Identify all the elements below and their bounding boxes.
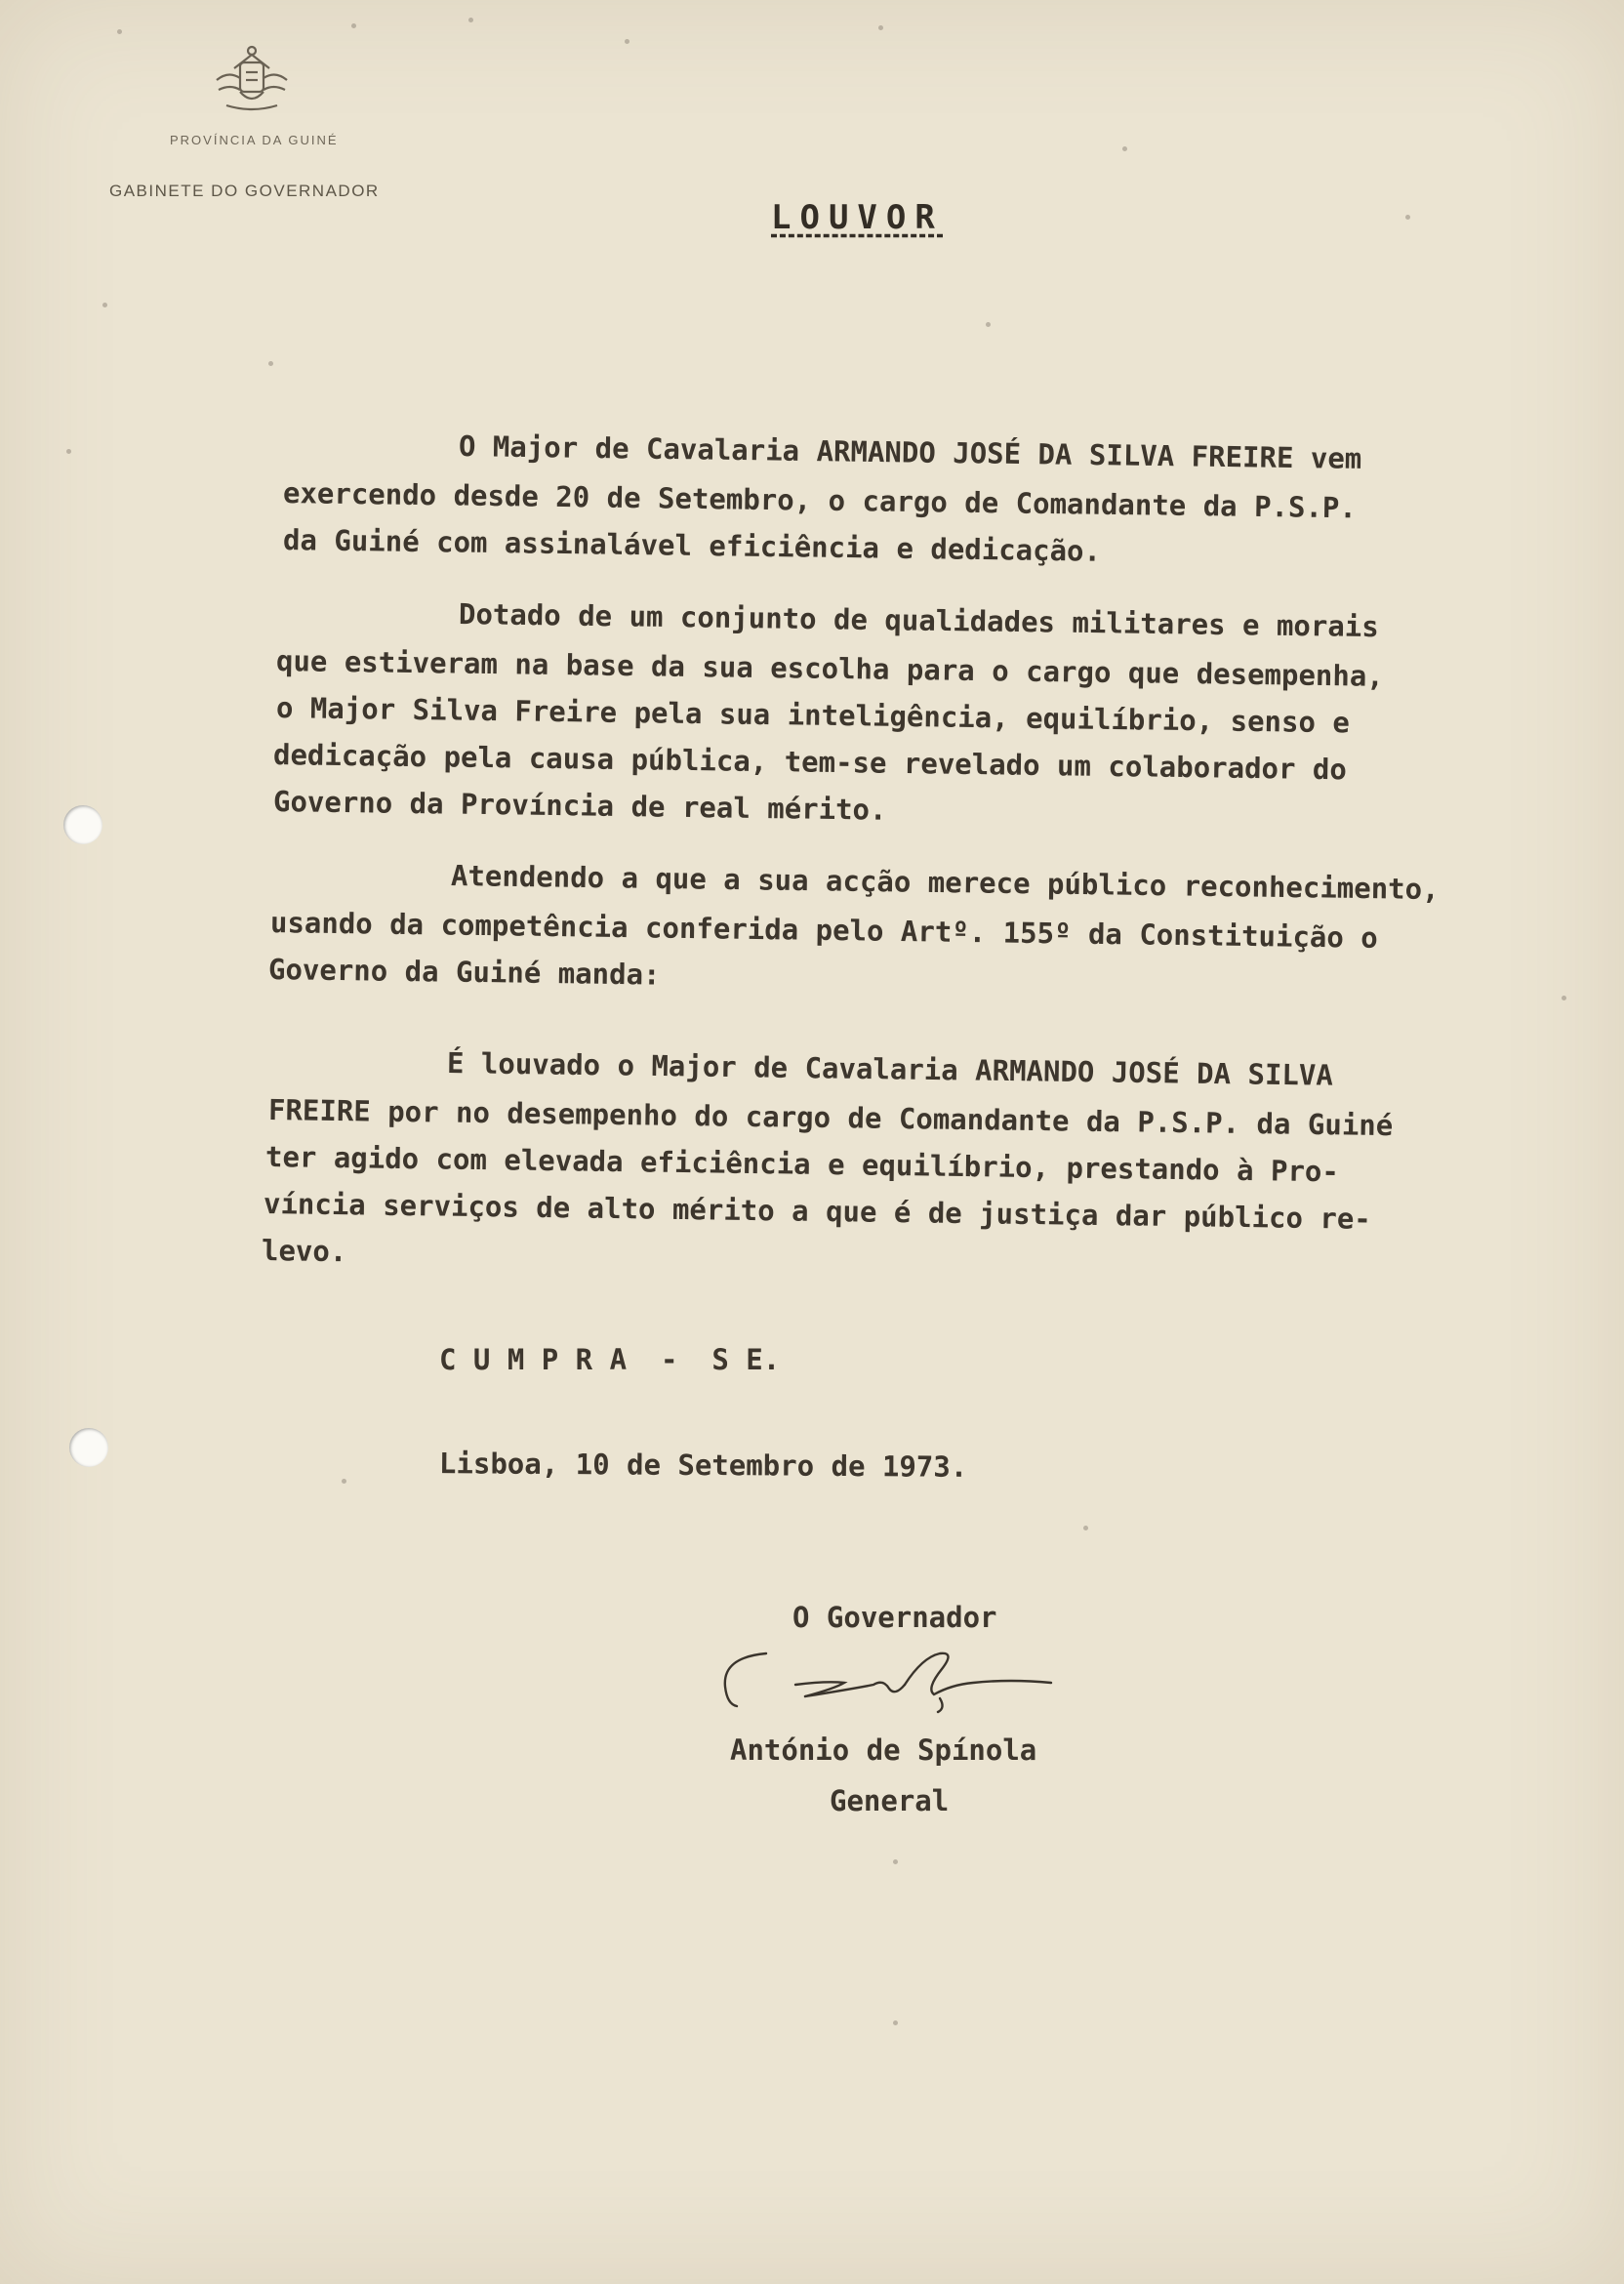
paper-speck [268,361,273,366]
order-line: C U M P R A - S E. [439,1343,781,1376]
paper-speck [1562,996,1566,1000]
punch-hole [69,1428,108,1467]
paragraph-3-line: usando da competência conferida pelo Artº. 155º da Constituição o [269,906,1379,955]
paragraph-2-line: Governo da Província de real mérito. [272,785,887,827]
paper-speck [1083,1526,1088,1530]
paper-speck [1405,215,1410,220]
paragraph-1-line: O Major de Cavalaria ARMANDO JOSÉ DA SILVA FREIRE vem [458,429,1362,475]
paper-speck [878,25,883,30]
paragraph-2-line: dedicação pela causa pública, tem-se revelado um colaborador do [272,738,1348,787]
paragraph-2-line: Dotado de um conjunto de qualidades militares e morais [458,597,1379,644]
signatory-name: António de Spínola [730,1733,1037,1767]
letterhead-province: PROVÍNCIA DA GUINÉ [170,133,339,147]
paper-speck [102,303,107,307]
paper-speck [893,1859,898,1864]
letterhead-office: GABINETE DO GOVERNADOR [109,182,380,200]
paragraph-4-line: FREIRE por no desempenho do cargo de Comandante da P.S.P. da Guiné [267,1093,1394,1143]
paragraph-4-line: É louvado o Major de Cavalaria ARMANDO JOSÉ DA SILVA [446,1046,1334,1092]
paper-speck [986,322,991,327]
signatory-role: O Governador [792,1601,997,1634]
paragraph-4-line: levo. [261,1234,347,1269]
punch-hole [63,805,102,844]
paper-speck [342,1479,346,1484]
paragraph-3-line: Atendendo a que a sua acção merece público reconhecimento, [450,859,1440,907]
paragraph-2-line: o Major Silva Freire pela sua inteligência, equilíbrio, senso e [275,691,1351,740]
paper-speck [468,18,473,22]
paper-speck [893,2020,898,2025]
paragraph-3-line: Governo da Guiné manda: [267,953,661,992]
paragraph-2-line: que estiveram na base da sua escolha para o cargo que desempenha, [275,644,1385,693]
paragraph-1-line: da Guiné com assinalável eficiência e dedicação. [282,523,1102,568]
paragraph-4-line: ter agido com elevada eficiência e equilíbrio, prestando à Pro- [264,1140,1340,1189]
paragraph-1-line: exercendo desde 20 de Setembro, o cargo de Comandante da P.S.P. [282,476,1358,525]
document-title: LOUVOR [771,198,944,237]
paper-speck [66,449,71,454]
paper-speck [351,23,356,28]
paragraph-4-line: víncia serviços de alto mérito a que é de justiça dar público re- [263,1187,1372,1236]
signatory-rank: General [830,1784,950,1817]
handwritten-signature [717,1640,1069,1728]
paper-speck [117,29,122,34]
paper-speck [625,39,629,44]
paper-speck [1122,146,1127,151]
place-date: Lisboa, 10 de Setembro de 1973. [438,1447,968,1484]
